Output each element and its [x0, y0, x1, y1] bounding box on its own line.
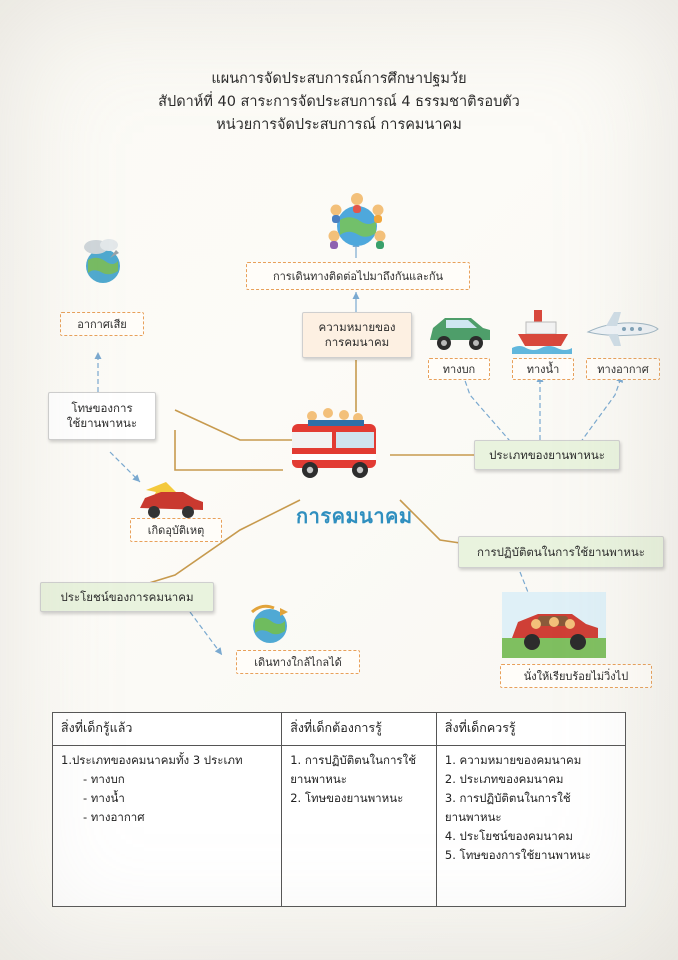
should-item-3-cont: ยานพาหนะ: [444, 810, 502, 824]
node-meaning-of-transport[interactable]: ความหมายของ การคมนาคม: [302, 312, 412, 358]
node-travel-contact[interactable]: การเดินทางติดต่อไปมาถึงกันและกัน: [246, 262, 470, 290]
polluted-globe-icon: [76, 236, 130, 288]
known-item-2: - ทางบก: [83, 772, 125, 786]
node-sit-still[interactable]: นั่งให้เรียบร้อยไม่วิ่งไป: [500, 664, 652, 688]
center-topic-label: การคมนาคม: [296, 504, 413, 528]
known-item-3: - ทางน้ำ: [83, 791, 125, 805]
red-bus-icon: [282, 404, 386, 488]
node-accident[interactable]: เกิดอุบัติเหตุ: [130, 518, 222, 542]
should-item-3: 3. การปฏิบัติตนในการใช้: [444, 791, 571, 805]
green-car-icon: [424, 306, 496, 354]
title-line-2: สัปดาห์ที่ 40 สาระการจัดประสบการณ์ 4 ธรรมชาติรอบตัว: [158, 94, 520, 110]
table-row: [53, 746, 626, 907]
table-header-row: [53, 713, 626, 746]
node-harm-of-vehicles[interactable]: โทษของการ ใช้ยานพาหนะ: [48, 392, 156, 440]
should-item-4: 4. ประโยชน์ของคมนาคม: [444, 829, 574, 843]
want-item-2: 2. โทษของยานพาหนะ: [290, 791, 404, 805]
table-cell-known: [53, 746, 282, 907]
should-item-5: 5. โทษของการใช้ยานพาหนะ: [444, 848, 591, 862]
should-item-2: 2. ประเภทของคมนาคม: [444, 772, 564, 786]
page-title: [0, 68, 678, 137]
title-line-3: หน่วยการจัดประสบการณ์ การคมนาคม: [216, 117, 462, 133]
should-item-1: 1. ความหมายของคมนาคม: [444, 753, 582, 767]
table-cell-should: [436, 746, 625, 907]
node-vehicle-types[interactable]: ประเภทของยานพาหนะ: [474, 440, 620, 470]
table-cell-want: [282, 746, 437, 907]
node-by-air[interactable]: ทางอากาศ: [586, 358, 660, 380]
car-accident-icon: [136, 474, 208, 520]
boat-icon: [512, 302, 574, 354]
known-item-4: - ทางอากาศ: [83, 810, 145, 824]
node-by-land[interactable]: ทางบก: [428, 358, 490, 380]
want-item-1-cont: ยานพาหนะ: [290, 772, 347, 786]
node-by-water[interactable]: ทางน้ำ: [512, 358, 574, 380]
node-bad-air[interactable]: อากาศเสีย: [60, 312, 144, 336]
table-header-want: สิ่งที่เด็กต้องการรู้: [282, 713, 437, 746]
node-benefit-of-transport[interactable]: ประโยชน์ของการคมนาคม: [40, 582, 214, 612]
title-line-1: แผนการจัดประสบการณ์การศึกษาปฐมวัย: [211, 71, 467, 87]
want-item-1: 1. การปฏิบัติตนในการใช้: [290, 753, 417, 767]
family-in-car-icon: [502, 592, 606, 658]
node-practice-using-vehicles[interactable]: การปฏิบัติตนในการใช้ยานพาหนะ: [458, 536, 664, 568]
table-header-should: สิ่งที่เด็กควรรู้: [436, 713, 625, 746]
table-header-known: สิ่งที่เด็กรู้แล้ว: [53, 713, 282, 746]
summary-table: [52, 712, 626, 907]
airplane-icon: [584, 306, 660, 352]
node-near-far-travel[interactable]: เดินทางใกล้ไกลได้: [236, 650, 360, 674]
known-item-1: 1.ประเภทของคมนาคมทั้ง 3 ประเภท: [61, 753, 243, 767]
globe-with-children-icon: [322, 186, 392, 254]
globe-travel-icon: [244, 598, 296, 650]
